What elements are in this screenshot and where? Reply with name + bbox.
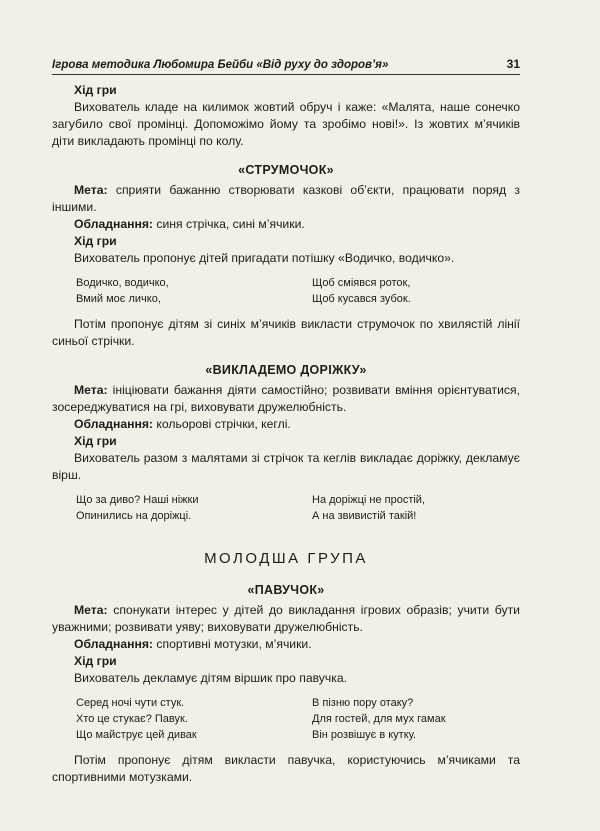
poem-line: Хто це стукає? Павук. xyxy=(76,713,188,725)
game4-text: Потім пропонує дітям викласти павучка, користуючись м’ячиками та спортивними мотузками. xyxy=(52,753,520,784)
header-rule xyxy=(52,74,520,75)
poem-line: Серед ночі чути стук. xyxy=(76,697,185,709)
running-header xyxy=(52,57,520,71)
game3-meta-label: Мета: xyxy=(74,383,108,397)
game3-equipment xyxy=(52,416,520,433)
game2-hid-label: Хід гри xyxy=(74,234,117,248)
game4-meta xyxy=(52,602,520,636)
game4-intro: Вихователь декламує дітям віршик про павучка. xyxy=(74,671,348,685)
game4-equipment xyxy=(52,636,520,653)
poem-line: Опинились на доріжці. xyxy=(76,510,192,522)
section-heading: МОЛОДША ГРУПА xyxy=(204,550,368,567)
poem-line: Що майструє цей дивак xyxy=(76,729,197,741)
poem-line: Вмий моє личко, xyxy=(76,293,161,305)
game2-title: «СТРУМОЧОК» xyxy=(238,163,334,177)
poem-line: Він розвішує в кутку. xyxy=(312,729,417,741)
game3-intro: Вихователь разом з малятами зі стрічок та кеглів викладає доріжку, декламує вірш. xyxy=(52,451,520,482)
poem-left-column xyxy=(76,492,312,524)
poem-line: Водичко, водичко, xyxy=(76,277,169,289)
game3-poem xyxy=(52,492,520,524)
game2-meta-label: Мета: xyxy=(74,183,108,197)
game1-hid-label: Хід гри xyxy=(74,83,117,97)
poem-line: Що за диво? Наші ніжки xyxy=(76,494,199,506)
game3-title: «ВИКЛАДЕМО ДОРІЖКУ» xyxy=(205,363,367,377)
game4-meta-label: Мета: xyxy=(74,603,108,617)
poem-line: А на звивистій такій! xyxy=(312,510,417,522)
poem-line: Щоб сміявся роток, xyxy=(312,277,411,289)
poem-line: На доріжці не простій, xyxy=(312,494,425,506)
game2-intro: Вихователь пропонує дітей пригадати потішку «Водичко, водичко». xyxy=(74,251,455,265)
game2-text: Потім пропонує дітям зі синіх м’ячиків викласти струмочок по хвилястій лінії синьої стрічки. xyxy=(52,317,520,348)
game3-meta-text: ініціювати бажання діяти самостійно; розвивати вміння орієнтуватися, зосереджуватися на грі, виховувати дружелюбність. xyxy=(52,383,520,414)
game3-equip-text: кольорові стрічки, кеглі. xyxy=(153,417,291,431)
game4-meta-text: спонукати інтерес у дітей до викладання ігрових образів; учити бути уважними; розвивати уяву; виховувати дружелюбність. xyxy=(52,603,520,634)
game2-equipment xyxy=(52,216,520,233)
game3-meta xyxy=(52,382,520,416)
game3-equip-label: Обладнання: xyxy=(74,417,153,431)
page-content xyxy=(52,78,520,786)
poem-line: Щоб кусався зубок. xyxy=(312,293,411,305)
game2-equip-label: Обладнання: xyxy=(74,217,153,231)
poem-right-column xyxy=(312,275,520,307)
poem-right-column xyxy=(312,492,520,524)
poem-right-column xyxy=(312,695,520,743)
game4-hid-label: Хід гри xyxy=(74,654,117,668)
page-number: 31 xyxy=(506,57,520,71)
game3-hid-label: Хід гри xyxy=(74,434,117,448)
header-title: Ігрова методика Любомира Бейби «Від руху до здоров’я» xyxy=(52,59,389,71)
game4-equip-label: Обладнання: xyxy=(74,637,153,651)
game2-meta xyxy=(52,182,520,216)
game1-text: Вихователь кладе на килимок жовтий обруч і каже: «Малята, наше сонечко загубило свої промінці. Допоможімо йому та зробімо нові!». Із жовтих м’ячиків діти викладають промінці по колу. xyxy=(52,100,520,148)
game2-meta-text: сприяти бажанню створювати казкові об’єкти, працювати поряд з іншими. xyxy=(52,183,520,214)
game2-poem xyxy=(52,275,520,307)
game4-poem xyxy=(52,695,520,743)
poem-line: В пізню пору отаку? xyxy=(312,697,414,709)
poem-left-column xyxy=(76,275,312,307)
game4-equip-text: спортивні мотузки, м’ячики. xyxy=(153,637,312,651)
game4-title: «ПАВУЧОК» xyxy=(247,583,325,597)
poem-left-column xyxy=(76,695,312,743)
game2-equip-text: синя стрічка, сині м’ячики. xyxy=(153,217,305,231)
poem-line: Для гостей, для мух гамак xyxy=(312,713,446,725)
